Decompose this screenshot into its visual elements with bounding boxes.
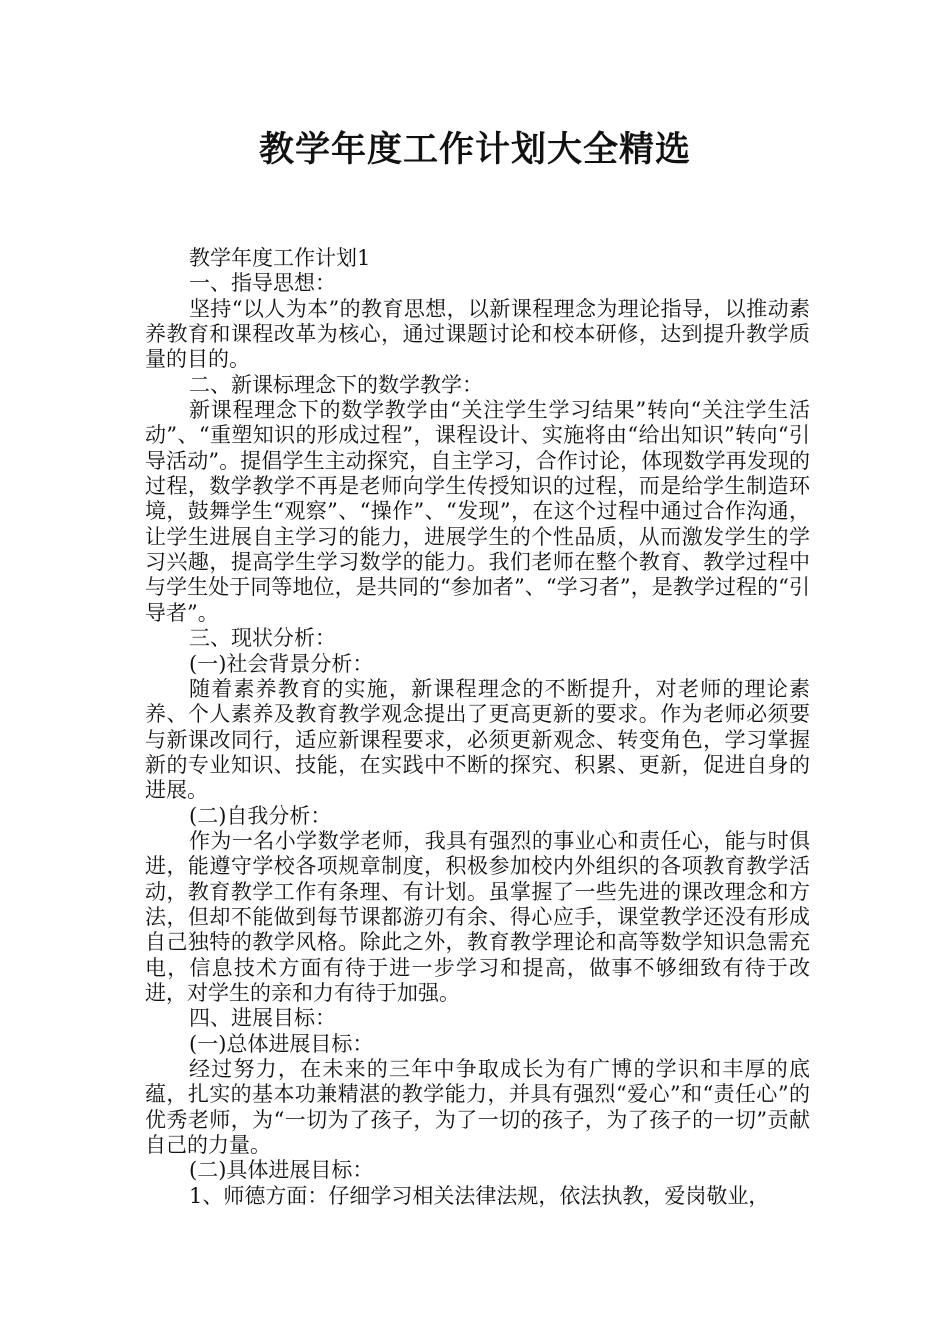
paragraph: 1、师德方面：仔细学习相关法律法规，依法执教，爱岗敬业， xyxy=(189,1183,770,1208)
paragraph: 随着素养教育的实施，新课程理念的不断提升，对老师的理论素养、个人素养及教育教学观念提出了更高更新的要求。作为老师必须要与新课改同行，适应新课程要求，必须更新观念、转变角色，学习掌握新的专业知识、技能，在实践中不断的探究、积累、更新，促进自身的进展。 xyxy=(145,676,810,803)
document-body xyxy=(145,246,810,1209)
section-heading: 一、指导思想： xyxy=(189,271,336,296)
subsection-heading: (二)自我分析： xyxy=(189,803,332,828)
document-title: 教学年度工作计划大全精选 xyxy=(258,130,691,170)
section-heading: 三、现状分析： xyxy=(189,626,336,651)
paragraph: 坚持“以人为本”的教育思想，以新课程理念为理论指导，以推动素养教育和课程改革为核心，通过课题讨论和校本研修，达到提升教学质量的目的。 xyxy=(145,296,810,372)
paragraph: 新课程理念下的数学教学由“关注学生学习结果”转向“关注学生活动”、“重塑知识的形成过程”，课程设计、实施将由“给出知识”转向“引导活动”。提倡学生主动探究，自主学习，合作讨论，体现数学再发现的过程，数学教学不再是老师向学生传授知识的过程，而是给学生制造环境，鼓舞学生“观察”、“操作”、“发现”，在这个过程中通过合作沟通，让学生进展自主学习的能力，进展学生的个性品质，从而激发学生的学习兴趣，提高学生学习数学的能力。我们老师在整个教育、教学过程中与学生处于同等地位，是共同的“参加者”、“学习者”，是教学过程的“引导者”。 xyxy=(145,398,810,625)
subsection-heading: (一)总体进展目标： xyxy=(189,1031,374,1056)
paragraph: 经过努力，在未来的三年中争取成长为有广博的学识和丰厚的底蕴，扎实的基本功兼精湛的教学能力，并具有强烈“爱心”和“责任心”的优秀老师，为“一切为了孩子，为了一切的孩子，为了孩子的一切”贡献自己的力量。 xyxy=(145,1057,810,1158)
section-heading: 教学年度工作计划1 xyxy=(189,246,371,270)
subsection-heading: (一)社会背景分析： xyxy=(189,651,374,676)
section-heading: 四、进展目标： xyxy=(189,1006,336,1031)
subsection-heading: (二)具体进展目标： xyxy=(189,1158,374,1183)
section-heading: 二、新课标理念下的数学教学： xyxy=(189,372,483,397)
paragraph: 作为一名小学数学老师，我具有强烈的事业心和责任心，能与时俱进，能遵守学校各项规章制度，积极参加校内外组织的各项教育教学活动，教育教学工作有条理、有计划。虽掌握了一些先进的课改理念和方法，但却不能做到每节课都游刃有余、得心应手，课堂教学还没有形成自己独特的教学风格。除此之外，教育教学理论和高等数学知识急需充电，信息技术方面有待于进一步学习和提高，做事不够细致有待于改进，对学生的亲和力有待于加强。 xyxy=(145,828,810,1005)
